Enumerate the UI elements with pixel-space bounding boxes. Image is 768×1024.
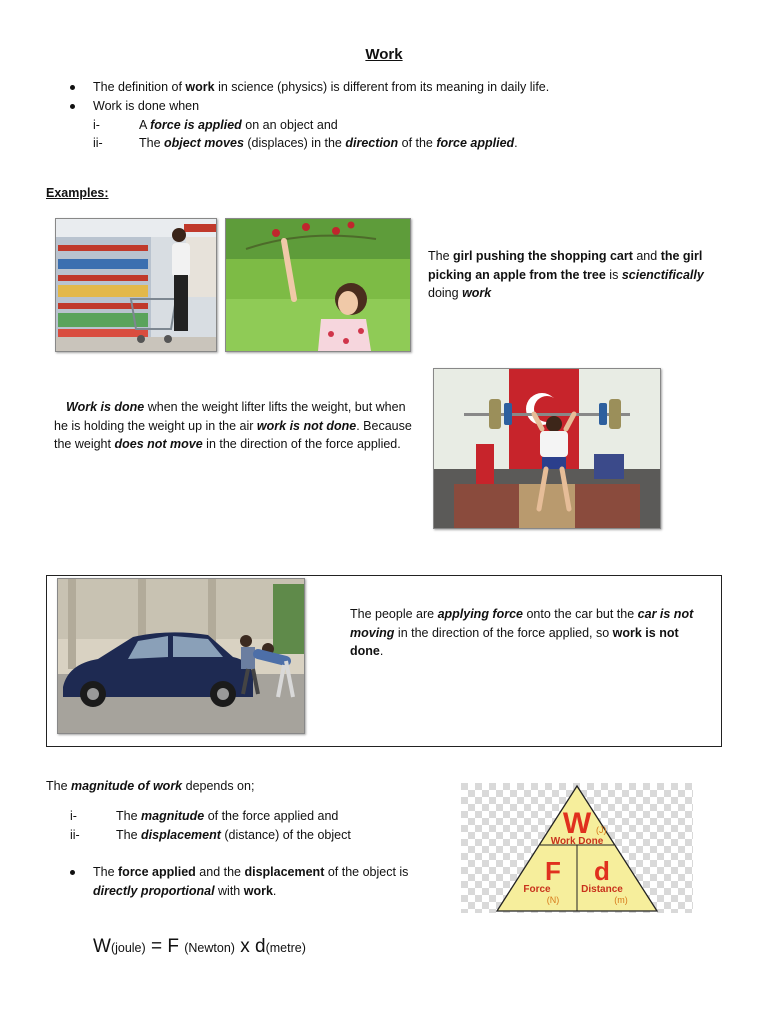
distance-unit: (m) xyxy=(614,895,628,905)
page-title: Work xyxy=(365,46,403,63)
example-1-text: The girl pushing the shopping cart and the girl picking an apple from the tree is scienctifically doing work xyxy=(428,249,704,300)
condition-2: The object moves (displaces) in the direction of the force applied. xyxy=(139,136,518,150)
bullet-dot xyxy=(70,104,75,109)
condition-number: i- xyxy=(93,118,100,132)
car-pushing-photo xyxy=(57,578,305,734)
d-letter: d xyxy=(594,856,610,886)
bullet-dot xyxy=(70,85,75,90)
example-2-text: Work is done when the weight lifter lifts the weight, but when he is holding the weight up in the air work is not done. Because the weight does not move in the direction of the force applied. xyxy=(54,400,412,451)
magnitude-intro: The magnitude of work depends on; xyxy=(46,779,255,793)
w-unit: (J) xyxy=(596,825,607,835)
definition-text: The definition of work in science (physics) is different from its meaning in daily life. xyxy=(93,80,550,94)
shopping-cart-photo xyxy=(55,218,217,352)
weight-lifter-photo xyxy=(433,368,661,529)
w-letter: W xyxy=(562,807,592,840)
work-done-label: Work Done xyxy=(550,836,604,847)
force-label: Force xyxy=(523,884,551,895)
example-3-text: The people are applying force onto the car but the car is not moving in the direction of the force applied, so work is not done. xyxy=(350,607,694,658)
magnitude-item-2: The displacement (distance) of the object xyxy=(116,828,351,842)
work-done-when: Work is done when xyxy=(93,99,200,113)
condition-1: A force is applied on an object and xyxy=(139,118,338,132)
work-formula: W(joule) = F (Newton) x d(metre) xyxy=(93,936,306,957)
examples-heading: Examples: xyxy=(46,186,109,200)
item-number: ii- xyxy=(70,828,80,842)
distance-label: Distance xyxy=(581,884,623,895)
item-number: i- xyxy=(70,809,77,823)
magnitude-item-1: The magnitude of the force applied and xyxy=(116,809,339,823)
proportional-text: The force applied and the displacement of the object is directly proportional with work. xyxy=(93,865,409,898)
apple-picking-photo xyxy=(225,218,411,352)
bullet-dot xyxy=(70,870,75,875)
work-triangle-diagram xyxy=(461,783,693,913)
f-letter: F xyxy=(545,856,561,886)
force-unit: (N) xyxy=(546,895,560,905)
condition-number: ii- xyxy=(93,136,103,150)
